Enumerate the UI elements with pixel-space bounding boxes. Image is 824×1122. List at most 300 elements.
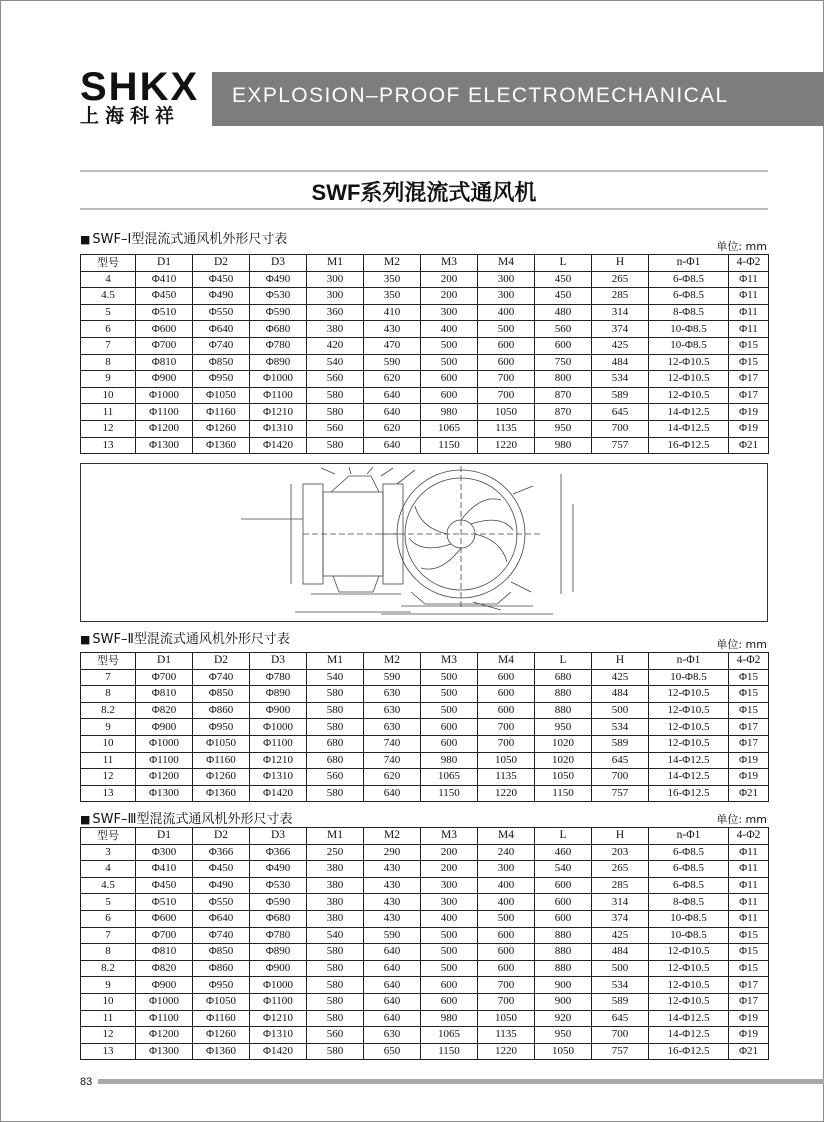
table-cell: 540 — [307, 927, 364, 944]
table-cell: Φ450 — [136, 288, 193, 305]
column-header: D2 — [193, 828, 250, 845]
section-title-1-text: SWF–Ⅰ型混流式通风机外形尺寸表 — [92, 232, 288, 247]
table-cell: 980 — [421, 1010, 478, 1027]
footer-rule — [98, 1079, 824, 1084]
table-cell: Φ19 — [729, 404, 769, 421]
table-cell: Φ410 — [136, 271, 193, 288]
table-cell: 500 — [421, 669, 478, 686]
table-cell: 12-Φ10.5 — [649, 387, 729, 404]
table-cell: Φ740 — [193, 927, 250, 944]
table-cell: 540 — [307, 669, 364, 686]
table-cell: 300 — [478, 861, 535, 878]
table-cell: 10 — [81, 993, 136, 1010]
table-cell: Φ700 — [136, 669, 193, 686]
table-cell: 10 — [81, 387, 136, 404]
table-row — [81, 1027, 769, 1044]
table-cell: 484 — [592, 354, 649, 371]
table-cell: Φ860 — [193, 960, 250, 977]
table-cell: 1065 — [421, 769, 478, 786]
table-cell: Φ1310 — [250, 769, 307, 786]
table-cell: 500 — [478, 910, 535, 927]
table-cell: 6-Φ8.5 — [649, 861, 729, 878]
table-row — [81, 304, 769, 321]
table-cell: 1220 — [478, 1043, 535, 1060]
table-cell: 540 — [535, 861, 592, 878]
column-header: D3 — [250, 653, 307, 670]
table-row — [81, 686, 769, 703]
table-cell: Φ17 — [729, 371, 769, 388]
table-cell: Φ15 — [729, 337, 769, 354]
table-cell: 5 — [81, 894, 136, 911]
column-header: 4-Φ2 — [729, 828, 769, 845]
table-row — [81, 993, 769, 1010]
table-cell: 12-Φ10.5 — [649, 977, 729, 994]
table-cell: 534 — [592, 719, 649, 736]
table-cell: 645 — [592, 1010, 649, 1027]
column-header: 4-Φ2 — [729, 653, 769, 670]
table-cell: 300 — [478, 271, 535, 288]
table-cell: Φ780 — [250, 927, 307, 944]
table-cell: 580 — [307, 387, 364, 404]
table-row — [81, 271, 769, 288]
column-header: D1 — [136, 653, 193, 670]
table-cell: 620 — [364, 420, 421, 437]
table-cell: 950 — [535, 719, 592, 736]
table-cell: Φ510 — [136, 894, 193, 911]
table-cell: Φ19 — [729, 769, 769, 786]
table-cell: 580 — [307, 702, 364, 719]
table-cell: 580 — [307, 686, 364, 703]
table-cell: 880 — [535, 944, 592, 961]
table-cell: Φ1000 — [136, 387, 193, 404]
table-cell: 10-Φ8.5 — [649, 927, 729, 944]
table-cell: Φ450 — [193, 861, 250, 878]
table-cell: 300 — [421, 877, 478, 894]
terminal-box — [331, 476, 379, 492]
column-header: 型号 — [81, 255, 136, 272]
table-cell: 640 — [364, 993, 421, 1010]
table-cell: 290 — [364, 844, 421, 861]
table-cell: Φ300 — [136, 844, 193, 861]
table-row — [81, 844, 769, 861]
table-cell: 12 — [81, 420, 136, 437]
table-cell: 6-Φ8.5 — [649, 288, 729, 305]
table-cell: 380 — [307, 877, 364, 894]
table-cell: 460 — [535, 844, 592, 861]
table-cell: Φ1100 — [250, 993, 307, 1010]
table-cell: Φ410 — [136, 861, 193, 878]
dimension-table-type-2 — [80, 652, 769, 802]
table-cell: 240 — [478, 844, 535, 861]
table-cell: 680 — [307, 735, 364, 752]
table-cell: Φ15 — [729, 960, 769, 977]
table-cell: 630 — [364, 719, 421, 736]
table-cell: 300 — [307, 271, 364, 288]
table-cell: 10-Φ8.5 — [649, 910, 729, 927]
table-cell: Φ1420 — [250, 1043, 307, 1060]
table-row — [81, 877, 769, 894]
table-cell: 680 — [535, 669, 592, 686]
table-cell: 600 — [478, 337, 535, 354]
table-cell: Φ1160 — [193, 752, 250, 769]
table-cell: 580 — [307, 719, 364, 736]
table-cell: 1050 — [535, 1043, 592, 1060]
table-cell: 500 — [421, 927, 478, 944]
table-cell: Φ11 — [729, 894, 769, 911]
table-cell: 13 — [81, 1043, 136, 1060]
table-row — [81, 719, 769, 736]
table-cell: 430 — [364, 861, 421, 878]
table-cell: 500 — [421, 354, 478, 371]
table-cell: 500 — [421, 944, 478, 961]
table-cell: 8-Φ8.5 — [649, 304, 729, 321]
table-cell: 980 — [421, 404, 478, 421]
table-cell: 1135 — [478, 769, 535, 786]
table-cell: 430 — [364, 321, 421, 338]
table-cell: 589 — [592, 387, 649, 404]
table-cell: 374 — [592, 321, 649, 338]
table-cell: Φ590 — [250, 304, 307, 321]
table-cell: Φ900 — [250, 960, 307, 977]
table-cell: 400 — [478, 894, 535, 911]
section-title-3-text: SWF–Ⅲ型混流式通风机外形尺寸表 — [92, 812, 293, 827]
table-cell: 10-Φ8.5 — [649, 337, 729, 354]
table-row — [81, 1010, 769, 1027]
table-cell: Φ740 — [193, 337, 250, 354]
unit-label-3: 单位: mm — [716, 813, 767, 826]
table-cell: 560 — [307, 371, 364, 388]
table-cell: 1050 — [535, 769, 592, 786]
table-cell: 265 — [592, 861, 649, 878]
column-header: 4-Φ2 — [729, 255, 769, 272]
table-cell: 500 — [421, 686, 478, 703]
table-cell: 600 — [535, 894, 592, 911]
table-cell: Φ1000 — [136, 735, 193, 752]
table-cell: Φ15 — [729, 354, 769, 371]
table-cell: 700 — [592, 420, 649, 437]
table-cell: 7 — [81, 337, 136, 354]
table-cell: 700 — [592, 769, 649, 786]
table-cell: Φ900 — [136, 977, 193, 994]
table-cell: Φ11 — [729, 877, 769, 894]
table-cell: Φ700 — [136, 337, 193, 354]
table-cell: Φ890 — [250, 944, 307, 961]
table-cell: Φ900 — [136, 371, 193, 388]
table-cell: 640 — [364, 977, 421, 994]
table-cell: 500 — [592, 960, 649, 977]
table-cell: 14-Φ12.5 — [649, 420, 729, 437]
table-cell: 757 — [592, 437, 649, 454]
column-header: L — [535, 255, 592, 272]
column-header: 型号 — [81, 653, 136, 670]
table-cell: 200 — [421, 861, 478, 878]
table-cell: 757 — [592, 1043, 649, 1060]
table-cell: 6 — [81, 321, 136, 338]
table-cell: 640 — [364, 437, 421, 454]
table-cell: 350 — [364, 271, 421, 288]
table-cell: 6-Φ8.5 — [649, 271, 729, 288]
table-row — [81, 960, 769, 977]
table-cell: Φ950 — [193, 719, 250, 736]
table-cell: Φ550 — [193, 304, 250, 321]
table-cell: Φ1050 — [193, 387, 250, 404]
table-cell: 534 — [592, 977, 649, 994]
table-cell: Φ820 — [136, 702, 193, 719]
table-row — [81, 420, 769, 437]
table-cell: 870 — [535, 387, 592, 404]
table-cell: 12-Φ10.5 — [649, 944, 729, 961]
table-cell: 450 — [535, 271, 592, 288]
table-cell: 740 — [364, 735, 421, 752]
column-header: M1 — [307, 255, 364, 272]
table-cell: Φ15 — [729, 702, 769, 719]
logo-text-en: SHKX — [80, 65, 200, 109]
section-title-2-text: SWF–Ⅱ型混流式通风机外形尺寸表 — [92, 632, 290, 647]
table-cell: 580 — [307, 1043, 364, 1060]
table-cell: 14-Φ12.5 — [649, 1010, 729, 1027]
table-cell: Φ510 — [136, 304, 193, 321]
table-cell: 425 — [592, 337, 649, 354]
table-cell: Φ1360 — [193, 785, 250, 802]
table-cell: Φ900 — [250, 702, 307, 719]
table-cell: 600 — [535, 877, 592, 894]
dimension-table-type-1 — [80, 254, 769, 454]
table-cell: 640 — [364, 404, 421, 421]
table-cell: Φ950 — [193, 977, 250, 994]
table-row — [81, 404, 769, 421]
table-cell: 16-Φ12.5 — [649, 1043, 729, 1060]
table-cell: Φ1000 — [136, 993, 193, 1010]
table-cell: Φ19 — [729, 1010, 769, 1027]
table-cell: Φ1100 — [250, 735, 307, 752]
table-cell: 500 — [421, 960, 478, 977]
table-cell: 285 — [592, 877, 649, 894]
section-title-1: ■ SWF–Ⅰ型混流式通风机外形尺寸表 — [80, 232, 288, 247]
table-cell: Φ490 — [250, 271, 307, 288]
table-cell: Φ1100 — [136, 404, 193, 421]
table-cell: 980 — [535, 437, 592, 454]
table-cell: 870 — [535, 404, 592, 421]
dimension-table-type-3 — [80, 827, 769, 1060]
table-cell: Φ1260 — [193, 420, 250, 437]
table-cell: 1150 — [421, 437, 478, 454]
column-header: M4 — [478, 255, 535, 272]
table-cell: 534 — [592, 371, 649, 388]
table-cell: 1020 — [535, 752, 592, 769]
table-cell: 8 — [81, 686, 136, 703]
table-cell: 6 — [81, 910, 136, 927]
table-cell: 430 — [364, 877, 421, 894]
header-banner — [212, 72, 824, 126]
table-cell: Φ1160 — [193, 404, 250, 421]
table-cell: Φ11 — [729, 844, 769, 861]
table-cell: 700 — [478, 977, 535, 994]
table-cell: 9 — [81, 977, 136, 994]
table-cell: 8 — [81, 354, 136, 371]
table-row — [81, 910, 769, 927]
table-cell: 1050 — [478, 752, 535, 769]
table-cell: 1150 — [535, 785, 592, 802]
table-cell: 400 — [421, 321, 478, 338]
page-number: 83 — [80, 1076, 93, 1088]
table-cell: 600 — [421, 993, 478, 1010]
section-title-2: ■ SWF–Ⅱ型混流式通风机外形尺寸表 — [80, 632, 290, 647]
table-cell: 740 — [364, 752, 421, 769]
table-cell: 680 — [307, 752, 364, 769]
table-cell: 12-Φ10.5 — [649, 371, 729, 388]
column-header: M1 — [307, 653, 364, 670]
table-cell: 380 — [307, 910, 364, 927]
table-cell: 12-Φ10.5 — [649, 719, 729, 736]
table-cell: 4 — [81, 271, 136, 288]
table-cell: Φ19 — [729, 420, 769, 437]
page-title: SWF系列混流式通风机 — [311, 180, 537, 205]
table-cell: Φ17 — [729, 735, 769, 752]
table-cell: 484 — [592, 944, 649, 961]
table-cell: 11 — [81, 752, 136, 769]
table-cell: 12-Φ10.5 — [649, 960, 729, 977]
table-cell: Φ490 — [193, 288, 250, 305]
table-cell: 6-Φ8.5 — [649, 877, 729, 894]
table-cell: Φ490 — [193, 877, 250, 894]
title-rule-top — [80, 170, 768, 172]
table-cell: Φ850 — [193, 944, 250, 961]
table-cell: 380 — [307, 861, 364, 878]
company-logo — [80, 67, 202, 127]
table-cell: 250 — [307, 844, 364, 861]
table-cell: 400 — [478, 877, 535, 894]
table-cell: Φ1200 — [136, 769, 193, 786]
table-cell: Φ810 — [136, 944, 193, 961]
table-cell: 10-Φ8.5 — [649, 321, 729, 338]
table-cell: Φ530 — [250, 288, 307, 305]
table-cell: 560 — [535, 321, 592, 338]
table-cell: 14-Φ12.5 — [649, 1027, 729, 1044]
table-cell: 600 — [478, 686, 535, 703]
table-cell: 640 — [364, 960, 421, 977]
table-cell: 300 — [421, 894, 478, 911]
column-header: M2 — [364, 653, 421, 670]
table-cell: Φ850 — [193, 354, 250, 371]
table-cell: 640 — [364, 1010, 421, 1027]
banner-text: EXPLOSION–PROOF ELECTROMECHANICAL — [232, 84, 729, 107]
column-header: M3 — [421, 653, 478, 670]
column-header: D3 — [250, 255, 307, 272]
table-cell: 8-Φ8.5 — [649, 894, 729, 911]
table-cell: 12-Φ10.5 — [649, 702, 729, 719]
table-cell: Φ15 — [729, 927, 769, 944]
table-cell: Φ17 — [729, 387, 769, 404]
table-cell: 3 — [81, 844, 136, 861]
table-cell: Φ890 — [250, 354, 307, 371]
table-cell: Φ890 — [250, 686, 307, 703]
column-header: n-Φ1 — [649, 255, 729, 272]
table-cell: Φ490 — [250, 861, 307, 878]
table-cell: Φ600 — [136, 910, 193, 927]
table-cell: 1135 — [478, 420, 535, 437]
table-cell: Φ1160 — [193, 1010, 250, 1027]
table-cell: 374 — [592, 910, 649, 927]
table-cell: 500 — [592, 702, 649, 719]
table-cell: 950 — [535, 1027, 592, 1044]
table-cell: 880 — [535, 927, 592, 944]
table-cell: 200 — [421, 288, 478, 305]
table-cell: 600 — [535, 337, 592, 354]
table-cell: Φ640 — [193, 910, 250, 927]
table-cell: 13 — [81, 785, 136, 802]
table-cell: 1220 — [478, 437, 535, 454]
column-header: D2 — [193, 653, 250, 670]
table-row — [81, 371, 769, 388]
table-cell: Φ21 — [729, 785, 769, 802]
table-cell: 589 — [592, 993, 649, 1010]
table-cell: 700 — [478, 993, 535, 1010]
table-cell: 200 — [421, 271, 478, 288]
table-row — [81, 977, 769, 994]
table-cell: 14-Φ12.5 — [649, 752, 729, 769]
side-base — [333, 576, 379, 592]
table-cell: 1150 — [421, 785, 478, 802]
table-cell: 265 — [592, 271, 649, 288]
table-cell: 380 — [307, 321, 364, 338]
table-cell: 16-Φ12.5 — [649, 785, 729, 802]
table-cell: Φ366 — [193, 844, 250, 861]
table-cell: 600 — [478, 944, 535, 961]
table-cell: Φ1200 — [136, 1027, 193, 1044]
column-header: D1 — [136, 255, 193, 272]
table-cell: Φ19 — [729, 1027, 769, 1044]
table-cell: 700 — [478, 735, 535, 752]
table-row — [81, 702, 769, 719]
table-cell: 500 — [478, 321, 535, 338]
table-row — [81, 785, 769, 802]
table-header-row — [81, 255, 769, 272]
column-header: M1 — [307, 828, 364, 845]
table-cell: Φ1260 — [193, 1027, 250, 1044]
table-cell: 203 — [592, 844, 649, 861]
table-cell: 8 — [81, 944, 136, 961]
column-header: M3 — [421, 828, 478, 845]
table-cell: Φ820 — [136, 960, 193, 977]
table-cell: 640 — [364, 944, 421, 961]
table-cell: Φ11 — [729, 304, 769, 321]
table-cell: 600 — [478, 927, 535, 944]
table-cell: 470 — [364, 337, 421, 354]
table-cell: Φ11 — [729, 288, 769, 305]
table-cell: 560 — [307, 420, 364, 437]
table-cell: 11 — [81, 404, 136, 421]
table-row — [81, 321, 769, 338]
table-header-row — [81, 653, 769, 670]
table-cell: 580 — [307, 977, 364, 994]
table-cell: Φ900 — [136, 719, 193, 736]
table-cell: 4 — [81, 861, 136, 878]
table-cell: Φ366 — [250, 844, 307, 861]
table-cell: 580 — [307, 993, 364, 1010]
table-cell: Φ1300 — [136, 437, 193, 454]
table-cell: Φ1050 — [193, 735, 250, 752]
table-cell: 12-Φ10.5 — [649, 993, 729, 1010]
table-cell: Φ17 — [729, 977, 769, 994]
table-cell: Φ780 — [250, 669, 307, 686]
table-cell: Φ550 — [193, 894, 250, 911]
table-cell: 9 — [81, 371, 136, 388]
unit-label-2: 单位: mm — [716, 638, 767, 651]
table-cell: 380 — [307, 894, 364, 911]
table-cell: Φ15 — [729, 686, 769, 703]
table-cell: 700 — [478, 387, 535, 404]
column-header: L — [535, 828, 592, 845]
